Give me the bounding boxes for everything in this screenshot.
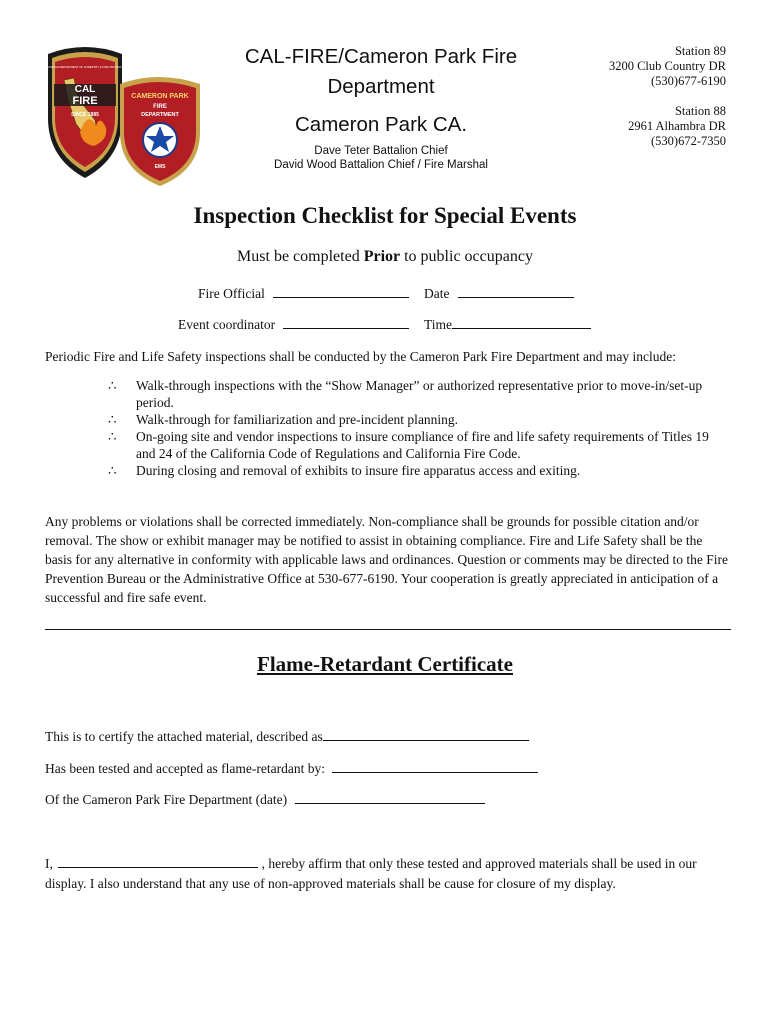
fire-official-input[interactable] xyxy=(273,285,409,298)
list-item-text: Walk-through for familiarization and pre-incident planning. xyxy=(136,412,459,427)
event-coordinator-label: Event coordinator xyxy=(178,317,276,332)
cal-fire-logo-arc: CALIFORNIA DEPARTMENT OF FORESTRY & FIRE PROTECTION xyxy=(42,65,128,69)
inspection-list xyxy=(108,377,730,479)
cameron-park-logo-arc: CAMERON PARK xyxy=(131,93,189,100)
cal-fire-logo-fire: FIRE xyxy=(72,95,98,107)
affirm-prefix: I, xyxy=(45,856,53,871)
station-88-block xyxy=(526,104,726,149)
tested-by-input[interactable] xyxy=(332,760,538,773)
list-item xyxy=(108,428,730,462)
station-address: 2961 Alhambra DR xyxy=(628,119,726,133)
time-field xyxy=(424,316,591,333)
certificate-date-label: Of the Cameron Park Fire Department (date) xyxy=(45,792,288,807)
station-address: 3200 Club Country DR xyxy=(608,59,726,73)
page-title: Inspection Checklist for Special Events xyxy=(193,203,577,228)
time-label: Time xyxy=(424,317,453,332)
bullet-mark: ∴ xyxy=(108,463,117,478)
intro-paragraph: Periodic Fire and Life Safety inspections shall be conducted by the Cameron Park Fire Department and may include: xyxy=(45,349,676,364)
fire-official-label: Fire Official xyxy=(198,286,265,301)
department-name-line1: CAL-FIRE/Cameron Park Fire xyxy=(244,45,518,68)
cal-fire-logo-since: SINCE 1885 xyxy=(71,112,99,118)
certificate-tested-label: Has been tested and accepted as flame-retardant by: xyxy=(45,761,325,776)
chief-teter: Dave Teter Battalion Chief xyxy=(314,145,448,157)
subtitle-after: to public occupancy xyxy=(400,248,533,265)
subtitle-bold: Prior xyxy=(363,248,401,265)
chiefs-block xyxy=(226,144,536,172)
department-name-line2: Department xyxy=(327,75,435,98)
department-logos xyxy=(40,40,210,190)
cameron-park-logo-ems: EMS xyxy=(154,164,166,170)
page-subtitle xyxy=(0,248,770,266)
separator-line xyxy=(45,629,731,630)
list-item xyxy=(108,377,730,411)
station-89-block xyxy=(526,44,726,89)
station-phone: (530)672-7350 xyxy=(651,134,726,148)
certificate-date-input[interactable] xyxy=(295,791,485,804)
list-item-text: During closing and removal of exhibits to insure fire apparatus access and exiting. xyxy=(136,463,581,478)
cameron-park-logo-dept: DEPARTMENT xyxy=(141,112,179,118)
affirmation-paragraph xyxy=(45,854,730,894)
list-item-text: Walk-through inspections with the “Show Manager” or authorized representative prior to move-in/set-up period. xyxy=(136,378,703,410)
event-coordinator-input[interactable] xyxy=(283,316,409,329)
time-input[interactable] xyxy=(452,316,591,329)
date-label: Date xyxy=(424,286,450,301)
station-phone: (530)677-6190 xyxy=(651,74,726,88)
separator-dashes: --------- xyxy=(45,623,78,635)
date-input[interactable] xyxy=(458,285,574,298)
certificate-material-line xyxy=(45,728,529,745)
department-name xyxy=(226,42,536,102)
station-name: Station 89 xyxy=(674,44,726,58)
certificate-date-line xyxy=(45,791,485,808)
station-name: Station 88 xyxy=(674,104,726,118)
bullet-mark: ∴ xyxy=(108,412,117,427)
list-item-text: On-going site and vendor inspections to insure compliance of fire and life safety requirements of Titles 19 and 24 of the California Code of Regulations and California Fire Code. xyxy=(136,429,709,461)
bullet-mark: ∴ xyxy=(108,378,117,393)
certificate-title: Flame-Retardant Certificate xyxy=(257,652,513,676)
date-field xyxy=(424,285,574,302)
event-coordinator-field xyxy=(178,316,409,333)
subtitle-before: Must be completed xyxy=(237,248,364,265)
list-item xyxy=(108,462,730,479)
cal-fire-logo xyxy=(42,47,128,178)
material-description-input[interactable] xyxy=(323,728,529,741)
cameron-park-logo xyxy=(120,77,200,186)
affirm-text: , hereby affirm that only these tested and approved materials shall be used in our display. I also understand that any use of non-approved materials shall be cause for closure of my display. xyxy=(45,856,697,891)
problems-paragraph: Any problems or violations shall be corrected immediately. Non-compliance shall be grounds for possible citation and/or removal. The show or exhibit manager may be notified to assist in obtaining compliance. Fire and Life Safety shall be the basis for any alternative in conformity with applicable laws and ordinances. Question or comments may be directed to the Fire Prevention Bureau or the Administrative Office at 530-677-6190. Your cooperation is greatly appreciated in anticipation of a successful and fire safe event. xyxy=(45,514,729,605)
affirm-name-input[interactable] xyxy=(58,855,258,868)
certificate-material-label: This is to certify the attached material, described as xyxy=(45,729,323,744)
bullet-mark: ∴ xyxy=(108,429,117,444)
list-item xyxy=(108,411,730,428)
cal-fire-logo-cal: CAL xyxy=(74,84,96,95)
certificate-tested-line xyxy=(45,760,538,777)
chief-wood: David Wood Battalion Chief / Fire Marshal xyxy=(274,159,488,171)
cameron-park-logo-fire: FIRE xyxy=(153,104,167,110)
fire-official-field xyxy=(198,285,409,302)
department-city: Cameron Park CA. xyxy=(294,113,468,136)
